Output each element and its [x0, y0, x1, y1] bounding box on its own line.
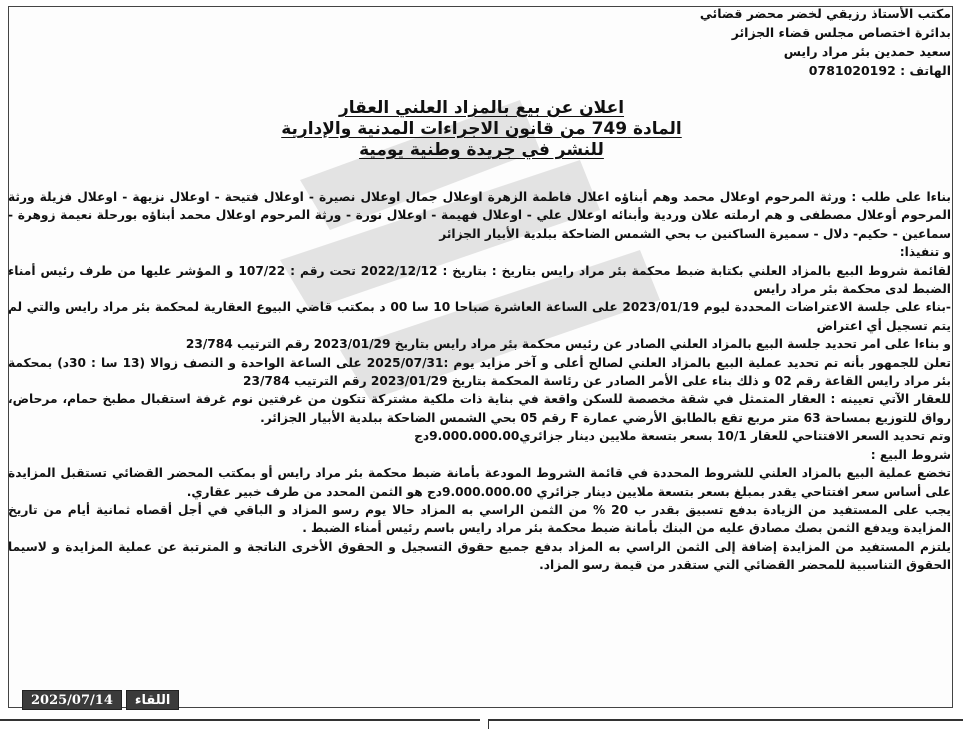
paragraph-session-order: و بناءا على امر تحديد جلسة البيع بالمزاد العلني الصادر عن رئيس محكمة بئر مراد رايس بتاريخ 2023/01/29 رقم الترتيب 23/784 — [185, 337, 951, 352]
publication-date: 2025/07/14 — [22, 690, 122, 710]
paragraph-property-description: للعقار الآتي تعيينه : العقار المتمثل في شقة مخصصة للسكن واقعة في بناية ذات ملكية مشتركة تتكون من غرفتين نوم غرفة استقبال مطبخ حمام، مرحاض، رواق للتوزيع بمساحة 63 متر مربع تقع بالطابق الأرضي عمارة F رقم 05 بحي الشمس الضاحكة ببلدية الأبيار الجزائر. — [8, 392, 951, 425]
paragraph-announcement: تعلن للجمهور بأنه تم تحديد عملية البيع بالمزاد العلني لصالح أعلى و آخر مزايد يوم :2025/07/31 على الساعة الواحدة و النصف زوالا (13 سا : 30د) بمحكمة بئر مراد رايس القاعة رقم 02 و ذلك بناء على الأمر الصادر عن رئاسة المحكمة بتاريخ 2023/01/29 رقم الترتيب 23/784 — [8, 355, 952, 389]
notice-body — [8, 188, 951, 575]
title-line-3: للنشر في جريدة وطنية يومية — [359, 140, 604, 160]
bottom-divider-left — [0, 719, 480, 729]
bailiff-office-header — [571, 4, 951, 80]
title-line-1: اعلان عن بيع بالمزاد العلني العقار — [338, 98, 625, 118]
paragraph-deposit: يجب على المستفيد من الزيادة بدفع تسبيق بقدر ب 20 % من الثمن الراسي به المزاد حالا يوم رسو المزاد و الباقي في أجل أقصاه ثمانية أيام من تاريخ المزايدة ويدفع الثمن بصك مصادق عليه من البنك بأمانة ضبط محكمة بئر مراد رايس باسم رئيس أمناء الضبط . — [8, 502, 951, 536]
paragraph-terms-heading: شروط البيع : — [870, 447, 951, 462]
office-address: سعيد حمدين بئر مراد رايس — [783, 44, 951, 59]
paragraph-objections-session: -بناء على جلسة الاعتراضات المحددة ليوم 2023/01/19 على الساعة العاشرة صباحا 10 سا 00 د بمكتب قاضي البيوع العقارية لمحكمة بئر مراد رايس والتي لم يتم تسجيل أي اعتراض — [8, 300, 951, 333]
office-phone: الهاتف : 0781020192 — [808, 63, 951, 78]
paragraph-sale-conditions-list: لقائمة شروط البيع بالمزاد العلني بكتابة ضبط محكمة بئر مراد رايس بتاريخ : بتاريخ : 2022/12/12 تحت رقم : 107/22 و المؤشر عليها من طرف رئيس أمناء الضبط لدى محكمة بئر مراد رايس — [8, 263, 951, 297]
office-name: مكتب الأستاذ رزيقي لخضر محضر قضائي — [699, 6, 951, 21]
paragraph-fees: يلتزم المستفيد من المزايدة إضافة إلى الثمن الراسي به المزاد بدفع جميع حقوق التسجيل و الحقوق الأخرى الناتجة و المترتبة عن عملية المزايدة و لاسيما الحقوق التناسبية للمحضر القضائي التي ستقدر من قيمة رسو المزاد. — [8, 539, 951, 573]
office-jurisdiction: بدائرة اختصاص مجلس قضاء الجزائر — [731, 25, 951, 40]
publication-footer — [22, 690, 179, 710]
title-line-2: المادة 749 من قانون الاجراءات المدنية والإدارية — [281, 119, 682, 139]
paragraph-terms: تخضع عملية البيع بالمزاد العلني للشروط المحددة في قائمة الشروط المودعة بأمانة ضبط محكمة بئر مراد رايس أو بمكتب المحضر القضائي تستقبل المزايدة على أساس سعر افتتاحي يقدر بمبلغ بسعر بتسعة ملايين دينار جزائري 9.000.000.00دج هو الثمن المحدد من طرف خبير عقاري. — [8, 466, 951, 499]
bottom-divider-right — [488, 719, 963, 729]
newspaper-name: اللقاء — [126, 690, 180, 710]
paragraph-execution: و تنفيذا: — [899, 245, 951, 260]
notice-title — [0, 98, 963, 161]
paragraph-requesters: بناءا على طلب : ورثة المرحوم اوعلال محمد وهم أبناؤه اعلال فاطمة الزهرة اوعلال جمال اوعلال نصيرة - اوعلال فتيحة - اوعلال نزيهة - اوعلال فزيلة ورثة المرحوم أوعلال مصطفى و هم ارملته علان وردية وأبنائه اوعلال علي - اوعلال فهيمة - اوعلال نورة - ورثة المرحوم اوعلال محمد أبناؤه بورحلة نعيمة زوهرة - سماعين - حكيم- دلال - سميرة الساكنين ب بحي الشمس الضاحكة ببلدية الأبيار الجزائر — [8, 190, 951, 241]
paragraph-opening-price: وتم تحديد السعر الافتتاحي للعقار 10/1 بسعر بتسعة ملايين دينار جزائري9.000.000.00دج — [414, 429, 951, 444]
